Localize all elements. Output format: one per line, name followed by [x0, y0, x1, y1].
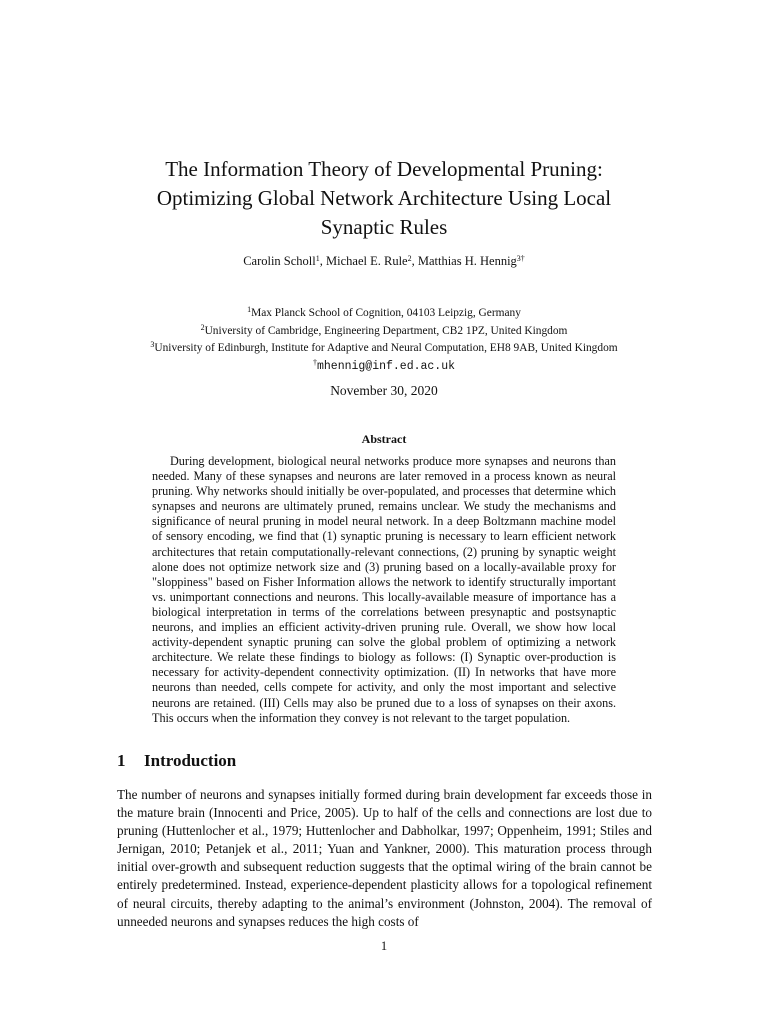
affiliation-mark: 3	[150, 340, 155, 349]
affiliation-text: University of Edinburgh, Institute for Adaptive and Neural Computation, EH8 9AB, United Kingdom	[154, 342, 618, 354]
affiliation-text: Max Planck School of Cognition, 04103 Leipzig, Germany	[251, 307, 521, 319]
affiliation-list	[0, 305, 768, 375]
section-number: 1	[117, 751, 126, 770]
publication-date: November 30, 2020	[330, 383, 438, 398]
author-affiliation-mark: 1	[315, 254, 320, 263]
affiliation-mark: 2	[200, 322, 205, 332]
affiliation-mark: 1	[247, 305, 252, 314]
contact-email-line	[0, 358, 768, 376]
affiliation-text: University of Cambridge, Engineering Department, CB2 1PZ, United Kingdom	[204, 324, 568, 337]
title-line: Synaptic Rules	[320, 215, 448, 239]
page-number: 1	[380, 939, 388, 953]
author-name: Michael E. Rule	[326, 254, 408, 268]
affiliation	[0, 340, 768, 358]
section-heading	[117, 751, 236, 771]
abstract-text: During development, biological neural networks produce more synapses and neurons than needed. Many of these synapses and neurons are later removed in a process known as neural pruning. Why networks should initially be over-populated, and processes that determine which synapses and neurons are ultimately pruned, remains unclear. We study the mechanisms and significance of neural pruning in model neural network. In a deep Boltzmann machine model of sensory encoding, we find that (1) synaptic pruning is necessary to learn efficient network architectures that retain computationally-relevant connections, (2) pruning by synaptic weight alone does not optimize network size and (3) pruning based on a locally-available proxy for "sloppiness" based on Fisher Information allows the network to identify structurally important vs. unimportant connections and neurons. This locally-available measure of importance has a biological interpretation in terms of the correlations between presynaptic and postsynaptic neurons, and implies an efficient activity-driven pruning rule. Overall, we show how local activity-dependent synaptic pruning can solve the global problem of optimizing a network architecture. We relate these findings to biology as follows: (I) Synaptic over-production is necessary for activity-dependent connectivity optimization. (II) In networks that have more neurons than needed, cells compete for activity, and only the most important and selective neurons are retained. (III) Cells may also be pruned due to a loss of synapses on their axons. This occurs when the information they convey is not relevant to the target population.	[152, 454, 616, 725]
contact-mark: †	[312, 357, 317, 367]
affiliation	[0, 305, 768, 323]
abstract-heading: Abstract	[361, 432, 407, 446]
introduction-text: The number of neurons and synapses initially formed during brain development far exceeds those in the mature brain (Innocenti and Price, 2005). Up to half of the cells and connections are lost due to pruning (Huttenlocher et al., 1979; Huttenlocher and Dabholkar, 1997; Oppenheim, 1991; Stiles and Jernigan, 2010; Petanjek et al., 2011; Yuan and Yankner, 2000). This maturation process through initial over-growth and subsequent reduction suggests that the optimal wiring of the brain cannot be entirely predetermined. Instead, experience-dependent plasticity allows for a topological refinement of neural circuits, thereby adapting to the animal’s environment (Johnston, 2004). The removal of unneeded neurons and synapses reduces the high costs of	[117, 787, 652, 929]
paper-title	[120, 155, 648, 242]
author-affiliation-mark: 3†	[516, 254, 525, 263]
author-list: Carolin Scholl$^1$, Michael E. Rule$^2$, Matthias H. Hennig$^{3\dagger}$	[243, 254, 525, 268]
contact-email: mhennig@inf.ed.ac.uk	[316, 359, 456, 373]
affiliation	[0, 323, 768, 341]
title-line: Optimizing Global Network Architecture Using Local	[156, 186, 612, 210]
author-name: Matthias H. Hennig	[417, 254, 517, 268]
title-line: The Information Theory of Developmental Pruning:	[165, 157, 603, 181]
author-affiliation-mark: 2	[407, 254, 412, 263]
author-name: Carolin Scholl	[243, 254, 316, 268]
section-title: Introduction	[144, 751, 237, 770]
